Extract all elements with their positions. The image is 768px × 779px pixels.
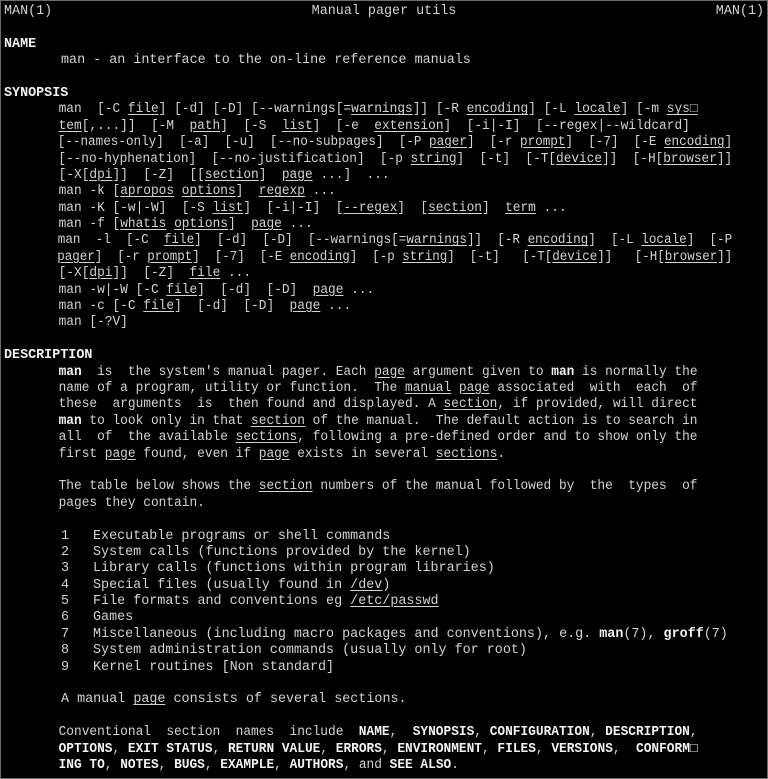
table-row: [4, 594, 764, 610]
underlined-term: dpi: [89, 167, 113, 183]
underlined-term: device: [552, 249, 598, 265]
blank-line: [4, 332, 764, 348]
header-left: MAN(1): [4, 4, 53, 19]
underlined-term: page: [258, 446, 290, 462]
text-run: [451, 381, 459, 396]
bold-term: SEE ALSO: [389, 757, 452, 773]
underlined-term: browser: [663, 151, 717, 167]
text-run: ]] [-Z]: [112, 266, 190, 282]
text-line: [4, 430, 732, 446]
text-line: [4, 102, 732, 118]
underlined-term: path: [189, 118, 221, 134]
text-run: man -c [-C: [58, 299, 144, 315]
text-run: [166, 217, 174, 232]
text-line: [4, 496, 732, 512]
text-run: consists of several sections.: [165, 692, 407, 708]
text-run: ...: [304, 184, 336, 200]
text-run: ,: [204, 757, 221, 773]
underlined-term: regexp: [258, 184, 305, 200]
text-run: ,: [535, 741, 552, 757]
text-line: [4, 397, 732, 413]
text-run: ] [-i|-I] [: [243, 200, 344, 216]
underlined-term: file: [166, 282, 198, 298]
underlined-term: sections: [435, 446, 498, 462]
underlined-term: /etc/passwd: [350, 594, 439, 610]
underlined-term: warnings: [406, 233, 467, 249]
underlined-term: page: [374, 364, 406, 380]
text-line: [4, 151, 733, 168]
underlined-term: page: [251, 217, 282, 233]
bold-term: CONFIGURATION: [489, 725, 590, 741]
text-run: ] [-r: [94, 249, 148, 265]
blank-line: [4, 20, 764, 36]
text-run: [174, 184, 182, 199]
text-run: Executable programs or shell commands: [93, 528, 391, 544]
text-run: The table below shows the: [58, 479, 259, 495]
text-line: [4, 447, 732, 463]
underlined-term: page: [133, 692, 166, 708]
text-run: man [-C: [58, 102, 128, 118]
text-run: , if provided, will direct: [497, 397, 698, 413]
table-row: [4, 545, 764, 561]
bold-term: OPTIONS: [58, 741, 113, 757]
text-run: ,: [212, 741, 228, 757]
text-run: pages they contain.: [58, 495, 205, 511]
underlined-term: page: [312, 282, 344, 298]
bold-term: man: [599, 626, 624, 642]
bold-term: EXAMPLE: [220, 757, 275, 773]
description-paragraph-4: [4, 725, 764, 774]
header-title: Manual pager utils: [311, 4, 457, 19]
underlined-term: /dev: [350, 577, 383, 593]
text-run: associated with each of: [489, 380, 698, 396]
underlined-term: page: [104, 446, 136, 462]
bold-term: BUGS: [174, 757, 205, 773]
text-run: man -f [: [58, 217, 121, 233]
text-run: ] [-L: [588, 233, 642, 249]
text-run: ] [: [397, 200, 429, 216]
underlined-term: file: [127, 102, 159, 118]
bold-term: groff: [663, 626, 704, 642]
text-line: [4, 266, 732, 282]
bold-term: VERSIONS: [551, 741, 613, 757]
header-right: MAN(1): [715, 4, 764, 19]
text-run: ]] [-R: [412, 102, 467, 118]
underlined-term: list: [212, 200, 244, 216]
underlined-term: prompt: [147, 249, 193, 265]
underlined-term: section: [258, 479, 313, 495]
text-run: Miscellaneous (including macro packages and conventions), e.g.: [93, 626, 600, 642]
text-run: ] [-d] [-D]: [174, 299, 290, 315]
text-line: [4, 758, 732, 774]
synopsis-block: [4, 102, 764, 331]
text-run: ,: [689, 725, 698, 741]
text-run: these arguments is then found and displayed. A: [58, 397, 444, 413]
underlined-term: section: [204, 167, 259, 183]
section-number: 9: [61, 659, 70, 675]
text-run: ] [-7] [-E: [192, 249, 290, 265]
underlined-term: string: [410, 151, 457, 167]
underlined-term: section: [443, 397, 498, 413]
text-run: ,: [482, 741, 498, 757]
text-run: ,: [389, 725, 413, 741]
section-number: 8: [61, 643, 70, 659]
text-run: found, even if: [135, 446, 259, 462]
text-run: A manual: [61, 692, 134, 708]
text-run: Library calls (functions within program libraries): [93, 561, 495, 577]
table-row: [4, 578, 764, 594]
text-run: ...] ...: [312, 167, 390, 183]
bold-term: ENVIRONMENT: [397, 741, 483, 757]
underlined-term: browser: [664, 249, 718, 265]
text-line: [4, 692, 764, 708]
text-line: [4, 479, 732, 495]
section-number: 3: [61, 561, 70, 577]
text-run: man -w|-W [-C: [58, 282, 167, 298]
underlined-term: extension: [374, 118, 444, 134]
text-run: ]] [-Z] [[: [112, 167, 205, 183]
text-run: , and: [343, 757, 390, 773]
bold-term: RETURN VALUE: [227, 741, 321, 757]
bold-term: ERRORS: [335, 741, 382, 757]
blank-line: [4, 70, 764, 86]
text-run: [-X[: [58, 266, 90, 282]
underlined-term: --regex: [343, 200, 398, 216]
underlined-term: page: [281, 167, 313, 183]
text-run: ] [-r: [466, 135, 520, 151]
text-run: (7): [703, 626, 728, 642]
blank-line: [4, 709, 764, 725]
text-run: ]: [235, 184, 259, 200]
text-line: [4, 233, 733, 249]
bold-term: man: [58, 364, 82, 380]
text-run: numbers of the manual followed by the types of: [312, 479, 698, 495]
text-line: [4, 201, 732, 217]
text-line: [4, 381, 732, 397]
bold-term: man: [58, 413, 82, 429]
text-run: ,: [112, 741, 128, 757]
bold-term: EXIT STATUS: [127, 741, 213, 757]
text-run: ] [-e: [312, 118, 375, 134]
description-paragraph-3: [4, 692, 764, 708]
bold-term: SYNOPSIS: [412, 725, 475, 741]
text-line: [4, 365, 732, 381]
underlined-term: string: [402, 249, 448, 265]
section-number: 7: [61, 626, 70, 642]
text-run: ]] [-R: [466, 233, 528, 249]
description-paragraph-2: [4, 479, 764, 512]
underlined-term: section: [428, 200, 482, 216]
text-run: System administration commands (usually only for root): [93, 643, 527, 659]
text-run: ] [-d] [-D] [--warnings[=: [194, 233, 407, 249]
underlined-term: manual: [404, 380, 452, 396]
underlined-term: section: [251, 413, 305, 429]
underlined-term: file: [189, 266, 221, 282]
underlined-term: encoding: [466, 102, 529, 118]
text-run: [,...]] [-M: [81, 118, 190, 134]
text-run: Games: [93, 610, 134, 626]
blank-line: [4, 676, 764, 692]
underlined-term: page: [458, 380, 490, 396]
text-run: ] [-i|-I] [--regex|--wildcard]: [443, 118, 690, 134]
underlined-term: dpi: [89, 266, 113, 282]
text-run: (7),: [623, 626, 664, 642]
text-run: man -l [-C: [57, 233, 164, 249]
underlined-term: prompt: [519, 135, 566, 151]
text-run: ...: [281, 217, 313, 233]
table-row: [4, 561, 764, 577]
text-run: ] [-t] [-T[: [456, 151, 557, 167]
bold-term: FILES: [497, 741, 536, 757]
text-line: [4, 315, 732, 331]
text-run: name of a program, utility or function. The: [58, 380, 405, 396]
text-run: man [-?V]: [58, 315, 128, 331]
bold-term: AUTHORS: [289, 757, 344, 773]
underlined-term: file: [163, 233, 195, 249]
description-paragraph-1: [4, 365, 764, 463]
underlined-term: options: [181, 184, 236, 200]
section-number: 4: [61, 577, 70, 593]
table-row: [4, 643, 764, 659]
table-row: [4, 529, 764, 545]
text-run: ,: [274, 757, 290, 773]
text-run: ]]: [717, 249, 733, 265]
text-run: ] [-L: [528, 102, 575, 118]
text-run: System calls (functions provided by the kernel): [93, 544, 471, 560]
text-run: of the manual. The default action is to search in: [304, 413, 698, 429]
text-line: [4, 414, 732, 430]
text-run: ,: [104, 757, 121, 773]
text-run: ,: [612, 741, 637, 757]
text-line: [4, 742, 732, 758]
bold-term: NOTES: [120, 757, 159, 773]
text-run: , following a pre-defined order and to show only the: [297, 430, 698, 446]
text-run: exists in several: [289, 446, 436, 462]
text-run: ] [-t] [-T[: [447, 249, 553, 265]
text-run: man -k [: [58, 184, 121, 200]
text-run: ]: [481, 200, 506, 216]
text-line: [4, 184, 732, 200]
name-description: man - an interface to the on-line reference manuals: [61, 53, 471, 69]
text-run: .: [451, 757, 459, 773]
text-run: ]] [-H[: [602, 151, 664, 167]
text-run: is normally the: [574, 364, 698, 380]
text-line: [4, 299, 732, 315]
underlined-term: device: [556, 151, 603, 167]
text-run: ]: [724, 135, 733, 151]
text-line: [4, 725, 732, 741]
underlined-term: sections: [235, 430, 298, 446]
text-run: Kernel routines [Non standard]: [93, 659, 335, 675]
text-run: ] [-d] [-D] [--warnings[=: [158, 102, 352, 118]
man-page-content: [4, 4, 764, 778]
text-run: [--no-hyphenation] [--no-justification] [-p: [58, 151, 411, 167]
bold-term: man: [551, 364, 575, 380]
text-run: man -K [-w|-W] [-S: [58, 200, 213, 216]
text-run: Conventional section names include: [58, 725, 359, 741]
text-run: ,: [381, 741, 398, 757]
underlined-term: page: [289, 299, 321, 315]
text-run: ] [-d] [-D]: [197, 282, 313, 298]
text-run: ,: [589, 725, 606, 741]
text-run: ...: [535, 200, 567, 216]
underlined-term: encoding: [663, 135, 725, 151]
text-run: ]]: [716, 151, 733, 167]
section-number: 1: [61, 528, 70, 544]
text-run: [--names-only] [-a] [-u] [--no-subpages] [-P: [57, 135, 430, 151]
text-run: [-X[: [58, 167, 90, 183]
text-run: ): [382, 577, 391, 593]
underlined-term: encoding: [527, 233, 589, 249]
underlined-term: warnings: [351, 102, 413, 118]
text-run: ] [-p: [349, 249, 403, 265]
section-heading-name: NAME: [4, 36, 37, 52]
underlined-term: options: [174, 217, 228, 233]
text-line: [4, 168, 732, 184]
section-heading-synopsis: SYNOPSIS: [4, 85, 69, 101]
bold-term: DESCRIPTION: [605, 725, 690, 741]
text-run: argument given to: [405, 364, 552, 380]
text-run: ]: [227, 217, 252, 233]
underlined-term: pager: [429, 135, 467, 151]
table-row: [4, 610, 764, 626]
table-row: [4, 660, 764, 676]
section-number: 2: [61, 544, 70, 560]
underlined-term: locale: [574, 102, 621, 118]
underlined-term: term: [505, 200, 536, 216]
section-heading-description: DESCRIPTION: [4, 348, 93, 364]
text-run: first: [58, 446, 105, 462]
underlined-term: apropos: [120, 184, 175, 200]
text-line: [4, 217, 732, 233]
text-run: ...: [320, 299, 352, 315]
underlined-term: tem: [58, 118, 82, 134]
bold-term: CONFORM□: [636, 741, 698, 757]
text-run: ,: [474, 725, 490, 741]
table-row: [4, 627, 764, 643]
bold-term: ING TO: [58, 757, 105, 773]
text-run: ,: [158, 757, 175, 773]
text-line: [4, 119, 732, 135]
text-run: ] [-m: [620, 102, 667, 118]
text-run: ,: [320, 741, 336, 757]
text-run: .: [497, 446, 506, 462]
manual-sections-table: [4, 529, 764, 677]
bold-term: NAME: [358, 725, 390, 741]
blank-line: [4, 512, 764, 528]
text-line: [4, 135, 733, 151]
underlined-term: encoding: [289, 249, 350, 265]
text-run: ] [-P: [686, 233, 733, 249]
text-line: [4, 249, 733, 266]
man-page-header: [4, 4, 764, 20]
blank-line: [4, 463, 764, 479]
text-run: all of the available: [58, 430, 236, 446]
text-run: to look only in that: [81, 413, 252, 429]
text-run: ] [-S: [220, 118, 282, 134]
underlined-term: file: [143, 299, 175, 315]
text-run: Special files (usually found in: [93, 577, 351, 593]
section-number: 5: [61, 594, 70, 610]
text-run: ]] [-H[: [597, 249, 665, 265]
text-run: ...: [220, 266, 252, 282]
section-number: 6: [61, 610, 70, 626]
text-run: File formats and conventions eg: [93, 594, 351, 610]
text-run: ]: [258, 167, 282, 183]
underlined-term: sys□: [666, 102, 698, 118]
text-line: [4, 283, 732, 299]
underlined-term: locale: [641, 233, 687, 249]
underlined-term: whatis: [120, 217, 167, 233]
text-run: ] [-7] [-E: [565, 135, 664, 151]
underlined-term: pager: [57, 249, 95, 265]
text-run: ...: [343, 282, 375, 298]
text-run: is the system's manual pager. Each: [81, 364, 375, 380]
underlined-term: list: [281, 118, 313, 134]
